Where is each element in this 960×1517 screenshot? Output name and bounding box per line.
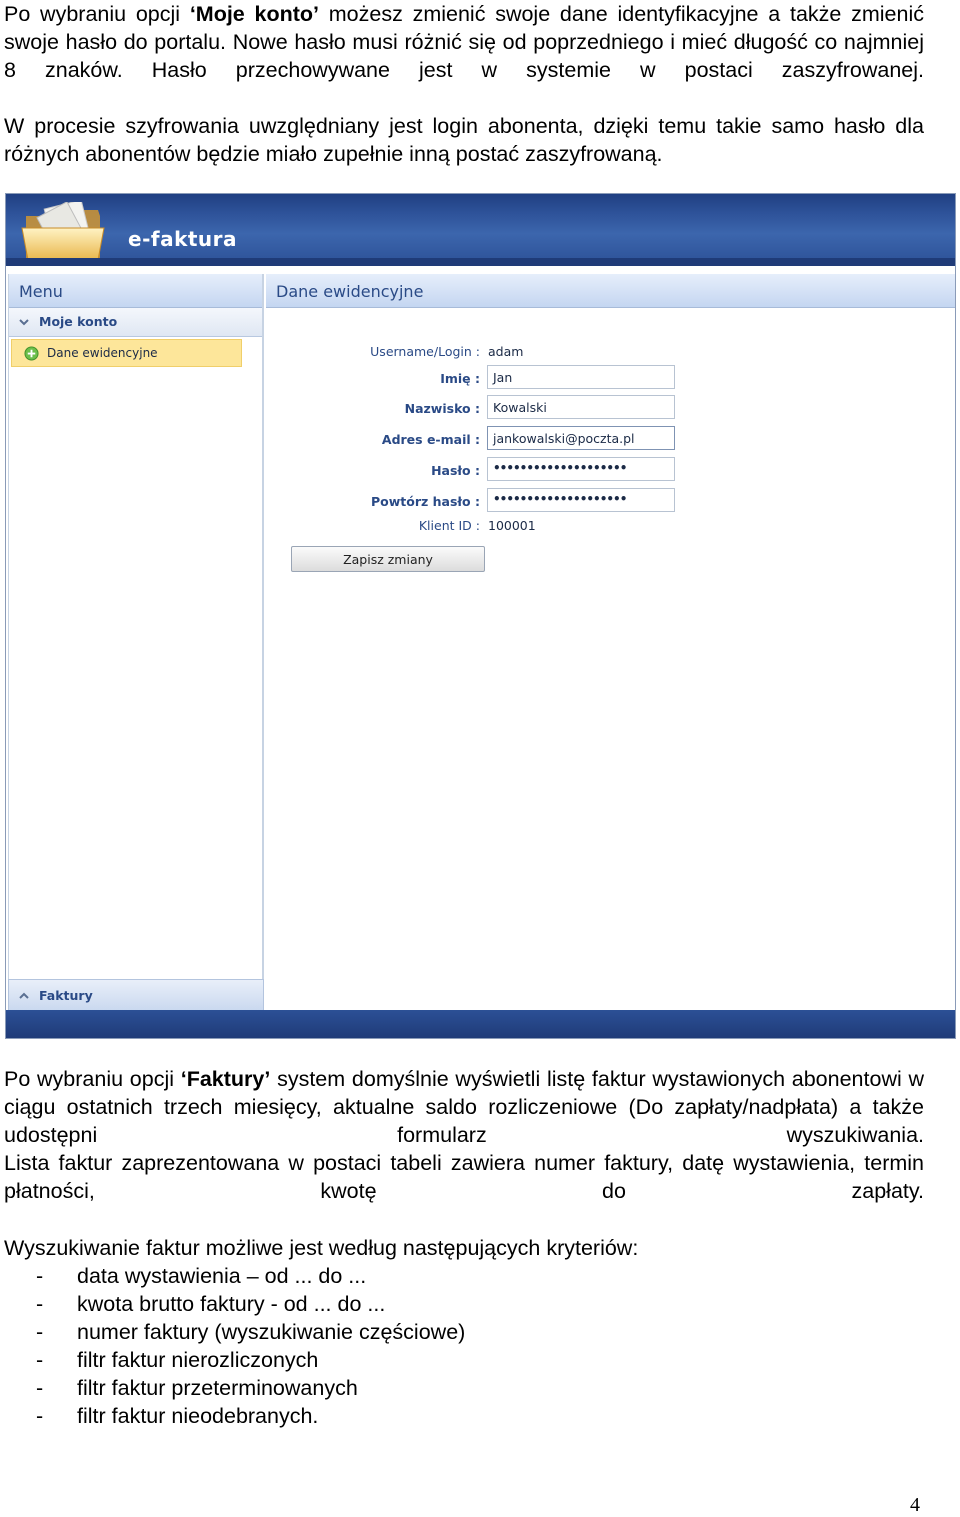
list-item: - filtr faktur przeterminowanych — [36, 1376, 358, 1400]
page-number: 4 — [910, 1494, 920, 1516]
app-footer — [6, 1010, 955, 1038]
folder-logo-icon — [20, 202, 106, 262]
list-item: - filtr faktur nieodebranych. — [36, 1404, 319, 1428]
section-moje-konto[interactable] — [9, 308, 262, 337]
faktury-paragraph: Po wybraniu opcji ‘Faktury’ system domyślnie wyświetli listę faktur wystawionych abonentowi w ciągu ostatnich trzech miesięcy, aktualne saldo rozliczeniowe (Do zapłaty/nadpłata) a także udostępni formularz wyszukiwania. — [4, 1067, 924, 1147]
klient-id-value: 100001 — [488, 518, 536, 533]
option-name: ‘Faktury’ — [180, 1067, 271, 1091]
header-strip — [6, 258, 955, 266]
invoice-list-paragraph: Lista faktur zaprezentowana w postaci tabeli zawiera numer faktury, datę wystawienia, termin płatności, kwotę do zapłaty. — [4, 1151, 924, 1203]
section-label: Faktury — [39, 988, 93, 1003]
list-item: - numer faktury (wyszukiwanie częściowe) — [36, 1320, 466, 1344]
section-faktury[interactable] — [8, 979, 264, 1012]
criteria-intro: Wyszukiwanie faktur możliwe jest według następujących kryteriów: — [4, 1236, 639, 1260]
klient-id-label: Klient ID : — [418, 518, 480, 533]
email-label: Adres e-mail : — [381, 432, 480, 447]
nazwisko-field[interactable]: Kowalski — [487, 395, 675, 419]
section-label: Moje konto — [39, 314, 118, 329]
intro-paragraph: Po wybraniu opcji ‘Moje konto’ możesz zmienić swoje dane identyfikacyjne a także zmienić swoje hasło do portalu. Nowe hasło musi różnić się od poprzedniego i mieć długość co najmniej 8 znaków. Hasło przechowywane jest w systemie w postaci zaszyfrowanej. — [4, 2, 924, 82]
save-button[interactable]: Zapisz zmiany — [291, 546, 485, 572]
app-screenshot — [5, 193, 956, 1039]
password-field[interactable]: •••••••••••••••••••• — [487, 457, 675, 481]
username-value: adam — [488, 344, 524, 359]
repeat-password-field[interactable]: •••••••••••••••••••• — [487, 488, 675, 512]
email-field[interactable]: jankowalski@poczta.pl — [487, 426, 675, 450]
chevron-down-icon — [17, 315, 31, 329]
list-item: - data wystawienia – od ... do ... — [36, 1264, 367, 1288]
app-header — [6, 194, 955, 266]
option-name: ‘Moje konto’ — [189, 2, 319, 26]
list-item: - kwota brutto faktury - od ... do ... — [36, 1292, 386, 1316]
criteria-list — [36, 1262, 465, 1430]
username-label: Username/Login : — [370, 344, 480, 359]
plus-circle-icon — [24, 346, 39, 361]
sidebar-item-label: Dane ewidencyjne — [47, 346, 158, 360]
sidebar-header: Menu — [9, 274, 262, 308]
main-panel-header: Dane ewidencyjne — [266, 274, 955, 308]
imie-label: Imię : — [440, 371, 480, 386]
app-title: e-faktura — [128, 227, 238, 251]
imie-field[interactable]: Jan — [487, 365, 675, 389]
list-item: - filtr faktur nierozliczonych — [36, 1348, 319, 1372]
chevron-up-icon — [17, 989, 31, 1003]
nazwisko-label: Nazwisko : — [404, 401, 480, 416]
powtorz-haslo-label: Powtórz hasło : — [370, 494, 480, 509]
haslo-label: Hasło : — [431, 463, 480, 478]
encryption-paragraph: W procesie szyfrowania uwzględniany jest login abonenta, dzięki temu takie samo hasło dla różnych abonentów będzie miało zupełnie inną postać zaszyfrowaną. — [4, 114, 924, 166]
sidebar-item-dane-ewidencyjne[interactable] — [11, 339, 242, 367]
sidebar — [8, 274, 264, 1012]
